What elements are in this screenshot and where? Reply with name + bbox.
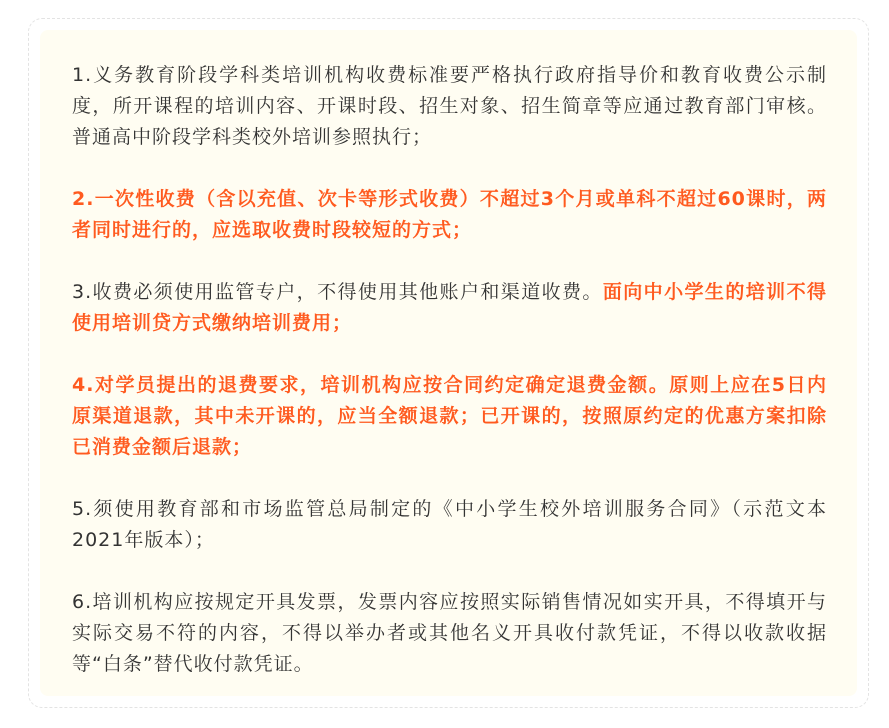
rule-item-6 <box>72 587 827 680</box>
rule-item-3 <box>72 277 827 339</box>
rule-item-3-highlight: 面向中小学生的培训不得使用培训贷方式缴纳培训费用； <box>72 281 827 334</box>
rule-item-4-highlight: 4.对学员提出的退费要求，培训机构应按合同约定确定退费金额。原则上应在5日内原渠道退款，其中未开课的，应当全额退款；已开课的，按照原约定的优惠方案扣除已消费金额后退款； <box>72 374 827 458</box>
rule-item-1 <box>72 60 827 153</box>
rule-item-4 <box>72 370 827 463</box>
rule-item-6-text: 6.培训机构应按规定开具发票，发票内容应按照实际销售情况如实开具，不得填开与实际交易不符的内容，不得以举办者或其他名义开具收付款凭证，不得以收款收据等“白条”替代收付款凭证。 <box>72 591 827 675</box>
rules-panel <box>40 30 857 696</box>
rule-item-2 <box>72 184 827 246</box>
rule-item-1-text: 1.义务教育阶段学科类培训机构收费标准要严格执行政府指导价和教育收费公示制度，所开课程的培训内容、开课时段、招生对象、招生简章等应通过教育部门审核。普通高中阶段学科类校外培训参照执行； <box>72 64 827 148</box>
rule-item-5 <box>72 494 827 556</box>
rule-item-5-text: 5.须使用教育部和市场监管总局制定的《中小学生校外培训服务合同》（示范文本2021年版本）； <box>72 498 827 551</box>
rule-item-3-text: 3.收费必须使用监管专户，不得使用其他账户和渠道收费。 <box>72 281 603 303</box>
rule-item-2-highlight: 2.一次性收费（含以充值、次卡等形式收费）不超过3个月或单科不超过60课时，两者同时进行的，应选取收费时段较短的方式； <box>72 188 827 241</box>
